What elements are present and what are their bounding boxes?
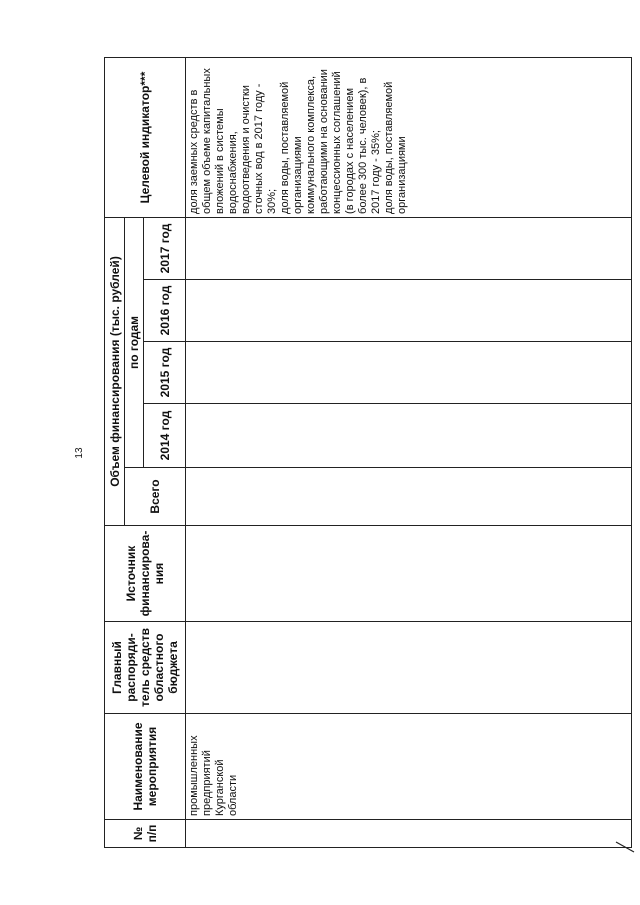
header-funding: Объем финансирования (тыс. рублей) [105,217,125,525]
cell-source [186,526,632,622]
cell-2017 [186,217,632,279]
financing-table [104,57,632,848]
rotated-table-container [104,58,632,848]
header-indicator: Целевой индикатор*** [105,57,186,217]
header-name: Наименование мероприятия [105,714,186,820]
header-2016: 2016 год [144,280,186,342]
header-total: Всего [125,468,186,526]
pen-mark [614,840,636,854]
header-by-years: по годам [125,217,144,467]
cell-total [186,468,632,526]
header-num: № п/п [105,820,186,848]
header-2015: 2015 год [144,342,186,404]
header-2014: 2014 год [144,404,186,468]
cell-2016 [186,280,632,342]
cell-2014 [186,404,632,468]
cell-manager [186,622,632,714]
table-row [186,57,632,847]
header-2017: 2017 год [144,217,186,279]
cell-2015 [186,342,632,404]
cell-num [186,820,632,848]
header-source: Источник финансирова-ния [105,526,186,622]
cell-name: промышленных предприятий Курганской области [186,714,632,820]
cell-indicator: доля заемных средств в общем объеме капитальных вложений в системы водоснабжения, водоотведения и очистки сточных вод в 2017 году - 30%; доля воды, поставляемой организациями коммунального комплекса, работающими на основании концессионных соглашений (в городах с населением более 300 тыс. человек), в 2017 году - 35%; доля воды, поставляемой организациями [186,57,632,217]
header-manager: Главный распоряди-тель средств областного бюджета [105,622,186,714]
page-number: 13 [74,447,85,459]
